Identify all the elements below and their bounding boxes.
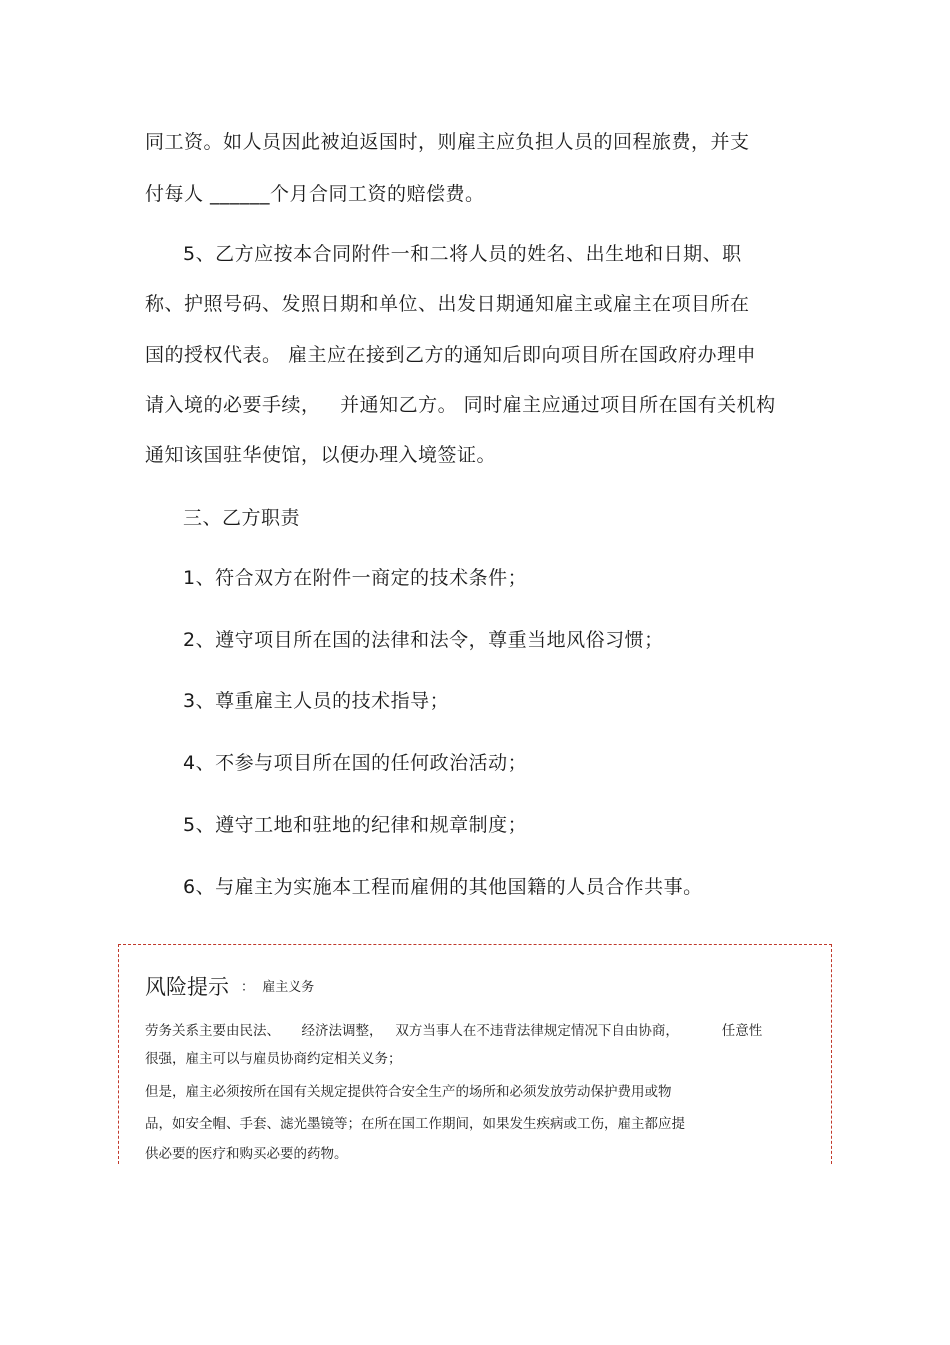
risk-notice-subtitle: ： 雇主义务 (241, 980, 315, 995)
risk-notice-line: 供必要的医疗和购买必要的药物。 (145, 1146, 348, 1162)
risk-notice-line: 很强，雇主可以与雇员协商约定相关义务； (145, 1051, 402, 1067)
list-item: 6、与雇主为实施本工程而雇佣的其他国籍的人员合作共事。 (183, 876, 703, 898)
paragraph-line: 请入境的必要手续， 并通知乙方。 同时雇主应通过项目所在国有关机构 (145, 394, 776, 416)
section-heading: 三、乙方职责 (183, 507, 301, 529)
paragraph-line: 5、乙方应按本合同附件一和二将人员的姓名、出生地和日期、职 (183, 243, 742, 265)
risk-notice-box (118, 944, 832, 1164)
paragraph-line: 通知该国驻华使馆，以便办理入境签证。 (145, 444, 497, 466)
list-item: 5、遵守工地和驻地的纪律和规章制度； (183, 814, 528, 836)
list-item: 4、不参与项目所在国的任何政治活动； (183, 752, 528, 774)
risk-notice-line: 劳务关系主要由民法、 经济法调整， 双方当事人在不违背法律规定情况下自由协商， 任意性 (145, 1023, 763, 1039)
risk-notice-line: 但是，雇主必须按所在国有关规定提供符合安全生产的场所和必须发放劳动保护费用或物 (145, 1084, 672, 1100)
list-item: 3、尊重雇主人员的技术指导； (183, 690, 450, 712)
paragraph-line: 付每人 ______个月合同工资的赔偿费。 (145, 183, 485, 205)
paragraph-line: 同工资。如人员因此被迫返国时，则雇主应负担人员的回程旅费，并支 (145, 131, 750, 153)
list-item: 2、遵守项目所在国的法律和法令，尊重当地风俗习惯； (183, 629, 664, 651)
paragraph-line: 国的授权代表。 雇主应在接到乙方的通知后即向项目所在国政府办理申 (145, 344, 757, 366)
list-item: 1、符合双方在附件一商定的技术条件； (183, 567, 528, 589)
risk-notice-line: 品，如安全帽、手套、滤光墨镜等；在所在国工作期间，如果发生疾病或工伤，雇主都应提 (145, 1116, 685, 1132)
risk-notice-title: 风险提示 (145, 975, 229, 999)
paragraph-line: 称、护照号码、发照日期和单位、出发日期通知雇主或雇主在项目所在 (145, 293, 750, 315)
